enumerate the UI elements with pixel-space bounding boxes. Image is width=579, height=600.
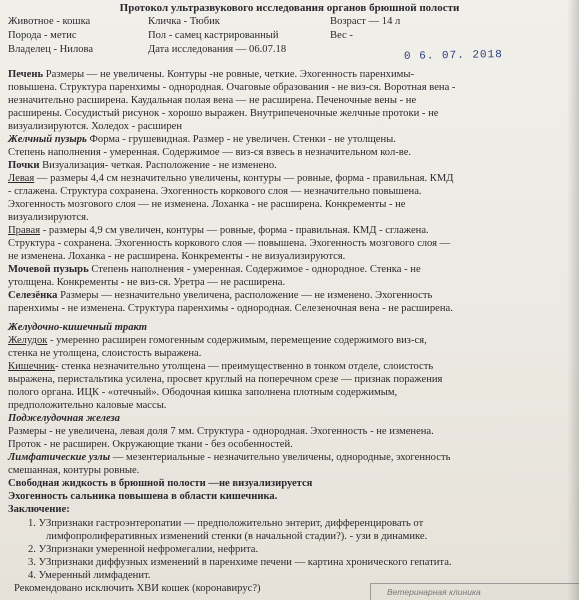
text-line: предположительно каловые массы. <box>8 400 167 411</box>
text-line: Структура - сохранена. Эхогенность коркового слоя — повышена. Эхогенность мозгового слоя — <box>8 238 451 249</box>
date-field: Дата исследования — 06.07.18 <box>148 44 287 55</box>
document-title: Протокол ультразвукового исследования органов брюшной полости <box>119 2 460 14</box>
conclusion-item: 3. УЗпризнаки диффузных изменений в паренхиме печени — картина хронического гепатита. <box>28 557 452 568</box>
clinic-name: Ветеринарная клиника <box>387 587 481 597</box>
section-heading: Селезёнка <box>8 290 58 301</box>
line-text: Размеры — не увеличены. Контуры -не ровные, четкие. Эхогенность паренхимы- <box>43 69 414 80</box>
text-line: не изменена. Лоханка - не расширена. Конкременты - не визуализируются. <box>8 251 346 262</box>
line-text: Визуализация- четкая. Расположение - не изменено. <box>39 160 277 171</box>
text-line: паренхимы - не изменена. Структура паренхимы - однородная. Селезеночная вена - не расширена. <box>8 303 453 314</box>
conclusion-item: лимфопролиферативных изменений стенки (в начальной стадии?). - узи в динамике. <box>46 531 428 542</box>
text-line <box>8 173 454 184</box>
text-line: утолщена. Конкременты - не виз-ся. Уретра — не расширена. <box>8 277 286 288</box>
conclusion-item: 2. УЗпризнаки умеренной нефромегалии, нефрита. <box>28 544 259 555</box>
text-line <box>8 452 450 463</box>
line-text: Степень наполнения - умеренная. Содержимое - однородное. Стенка - не <box>88 264 421 275</box>
text-line <box>8 160 277 171</box>
text-line: Эхогенность мозгового слоя — не изменена. Лоханка - не расширена. Конкременты - не <box>8 199 406 210</box>
nickname-field: Кличка - Тюбик <box>148 16 220 27</box>
owner-field: Владелец - Нилова <box>8 44 94 55</box>
subsection-label: Желудок <box>8 335 48 346</box>
subsection-label: Правая <box>8 225 41 236</box>
sex-field: Пол - самец кастрированный <box>148 30 279 41</box>
line-text: - размеры 4,9 см увеличен, контуры — ровные, форма - правильная. КМД - сглажена. <box>40 225 429 236</box>
text-line <box>8 264 421 275</box>
weight-field: Вес - <box>330 30 353 41</box>
recommendation-line: Рекомендовано исключить ХВИ кошек (коронавирус?) <box>14 583 261 594</box>
text-line <box>8 134 396 145</box>
text-line: повышена. Структура паренхимы - однородная. Очаговые образования - не виз-ся. Воротная вена - <box>8 82 456 93</box>
text-line: расширены. Сосудистый рисунок - хорошо выражен. Внутрипеченочные желчные протоки - не <box>8 108 439 119</box>
text-line: стенка не утолщена, слоистость выражена. <box>8 348 202 359</box>
conclusion-item: 4. Умеренный лимфаденит. <box>28 570 151 581</box>
free-fluid-line: Свободная жидкость в брюшной полости —не визуализируется <box>8 478 313 489</box>
section-heading: Печень <box>8 69 44 80</box>
section-heading: Желчный пузырь <box>8 134 87 145</box>
text-line <box>8 290 432 301</box>
conclusion-heading: Заключение: <box>8 504 70 515</box>
text-line: незначительно расширена. Каудальная полая вена — не расширена. Печеночные вены - не <box>8 95 417 106</box>
section-heading: Мочевой пузырь <box>8 264 89 275</box>
line-text: Размеры — незначительно увеличена, расположение — не изменено. Эхогенность <box>57 290 433 301</box>
section-heading: Поджелудочная железа <box>8 413 120 424</box>
line-text: — размеры 4,4 см незначительно увеличены, контуры — ровные, форма - правильная. КМД <box>34 173 454 184</box>
breed-field: Порода - метис <box>8 30 77 41</box>
text-line <box>8 335 427 346</box>
text-line: - сглажена. Структура сохранена. Эхогенность коркового слоя — незначительно повышена. <box>8 186 422 197</box>
omentum-line: Эхогенность сальника повышена в области кишечника. <box>8 491 278 502</box>
text-line: Размеры - не увеличена, левая доля 7 мм. Структура - однородная. Эхогенность - не изменена. <box>8 426 434 437</box>
section-heading: Лимфатические узлы <box>8 452 111 463</box>
section-heading: Почки <box>8 160 40 171</box>
text-line <box>8 361 433 372</box>
text-line: визуализируются. <box>8 212 89 223</box>
clinic-footer <box>370 583 579 600</box>
age-field: Возраст — 14 л <box>330 16 401 27</box>
line-text: - стенка незначительно утолщена — преимущественно в тонком отделе, слоистость <box>55 361 434 372</box>
subsection-label: Левая <box>8 173 35 184</box>
date-stamp: 0 6. 07. 2018 <box>403 49 503 63</box>
section-heading: Желудочно-кишечный тракт <box>8 322 147 333</box>
line-text: Форма - грушевидная. Размер - не увеличен. Стенки - не утолщены. <box>86 134 396 145</box>
line-text: - умеренно расширен гомогенным содержимым, перемещение содержимого виз-ся, <box>47 335 427 346</box>
conclusion-item: 1. УЗпризнаки гастроэнтеропатии — предположительно энтерит, дифференцировать от <box>28 518 424 529</box>
text-line: визуализируются. Холедох - расширен <box>8 121 182 132</box>
text-line <box>8 225 429 236</box>
animal-field: Животное - кошка <box>8 16 91 27</box>
subsection-label: Кишечник <box>8 361 56 372</box>
text-line: смешанная, контуры ровные. <box>8 465 140 476</box>
line-text: — мезентериальные - незначительно увеличены, однородные, эхогенность <box>110 452 451 463</box>
text-line <box>8 69 414 80</box>
text-line: Проток - не расширен. Окружающие ткани - без особенностей. <box>8 439 293 450</box>
text-line: полого органа. ИЦК - «отечный». Ободочная кишка заполнена плотным содержимым, <box>8 387 398 398</box>
text-line: Степень наполнения - умеренная. Содержимое — виз-ся взвесь в незначительном кол-ве. <box>8 147 412 158</box>
text-line: выражена, перистальтика усилена, просвет круглый на поперечном срезе — признак поражения <box>8 374 443 385</box>
